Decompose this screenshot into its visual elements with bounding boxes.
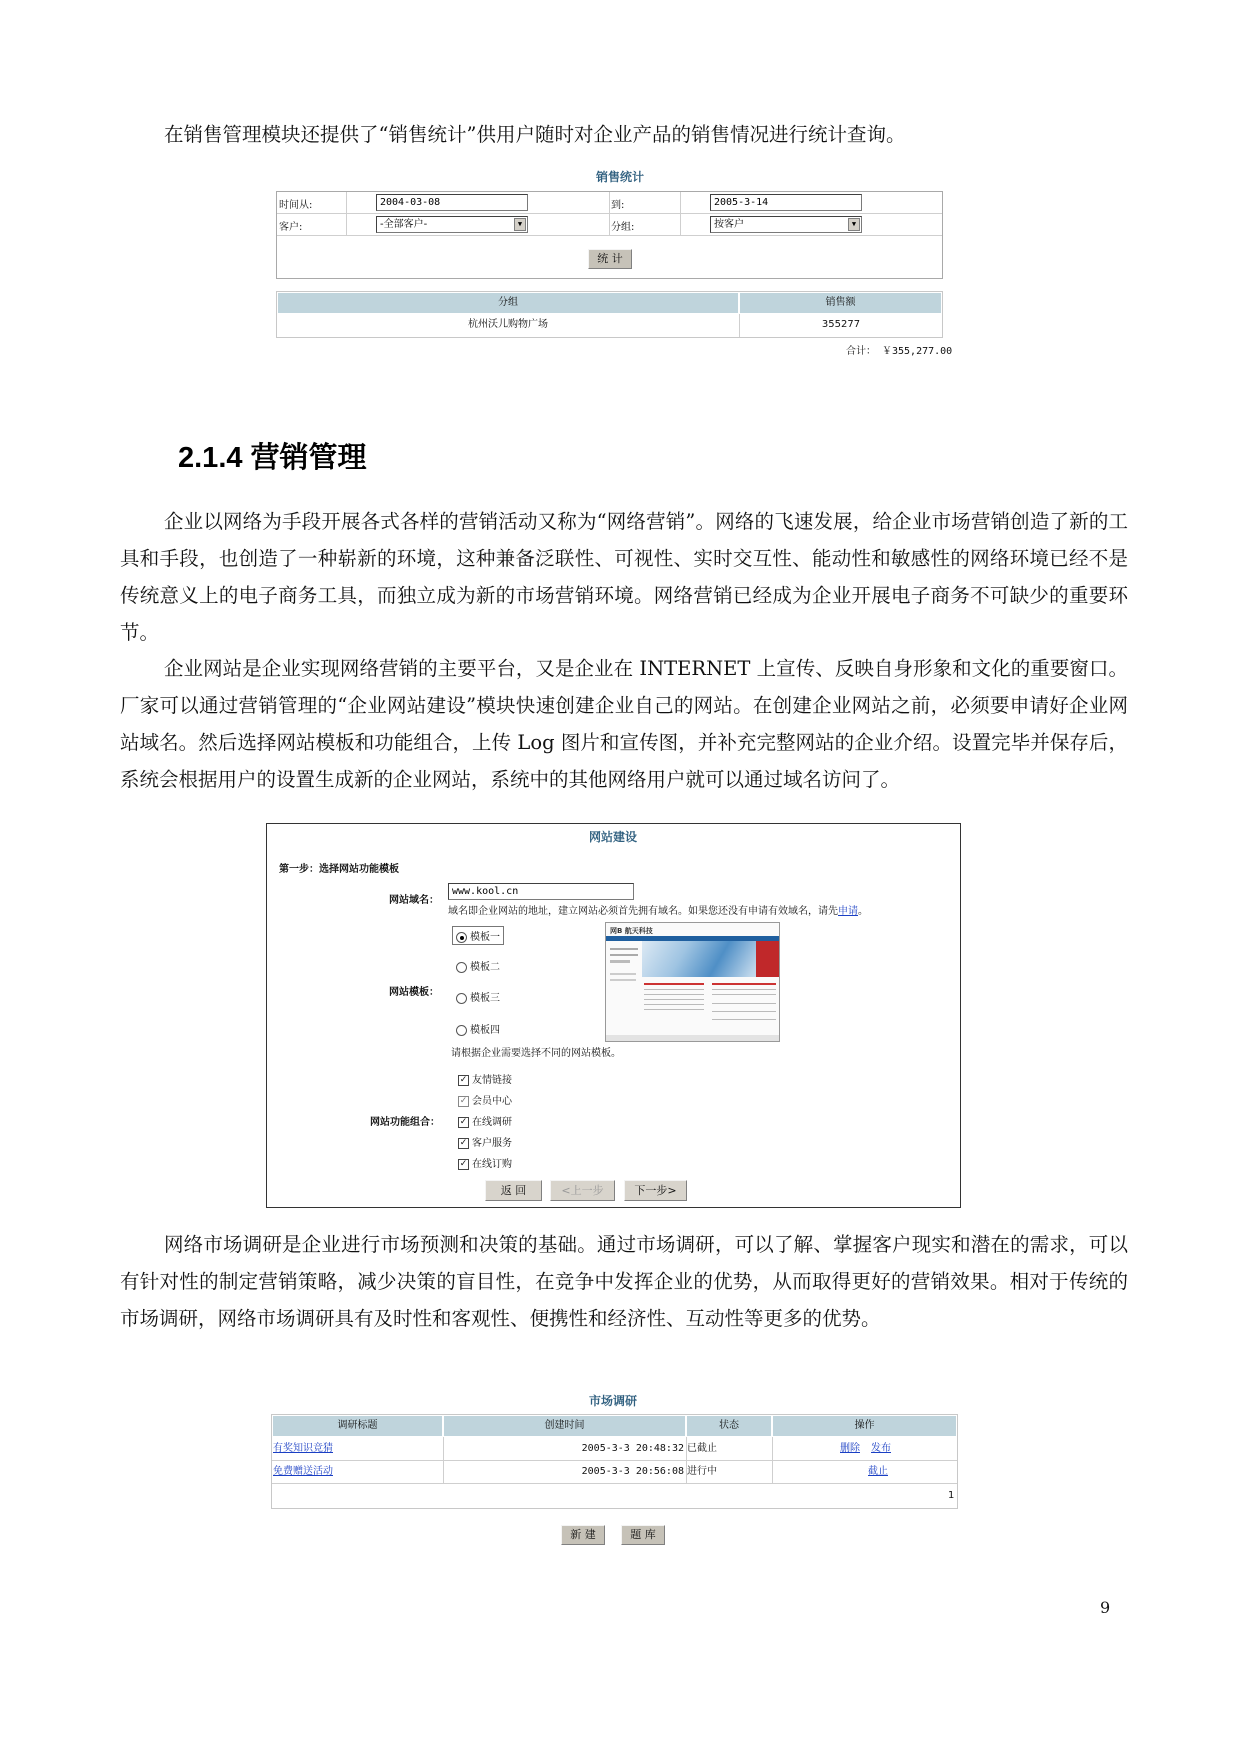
template-option-1-label: 模板一 — [470, 932, 500, 943]
feature-online-order-label: 在线订购 — [472, 1159, 512, 1170]
survey-row-2-time: 2005-3-3 20:56:08 — [581, 1466, 684, 1477]
template-label: 网站模板： — [389, 987, 439, 998]
domain-hint-end: 。 — [858, 906, 868, 917]
sales-total-value: ￥355,277.00 — [882, 346, 953, 357]
template-option-2[interactable] — [456, 958, 500, 973]
template-hint: 请根据企业需要选择不同的网站模板。 — [451, 1048, 621, 1059]
domain-label: 网站域名： — [389, 895, 439, 906]
feature-friend-links-label: 友情链接 — [472, 1075, 512, 1086]
survey-row-2-title[interactable]: 免费赠送活动 — [273, 1466, 333, 1477]
section-heading: 2.1.4 营销管理 — [178, 442, 367, 474]
group-select-value: 按客户 — [714, 219, 744, 230]
template-option-1[interactable] — [452, 926, 504, 945]
intro-paragraph: 在销售管理模块还提供了“销售统计”供用户随时对企业产品的销售情况进行统计查询。 — [164, 123, 906, 146]
chevron-down-icon: ▼ — [514, 218, 526, 231]
template-option-4[interactable] — [456, 1021, 500, 1036]
checkbox-checked-icon: ✓ — [459, 1137, 468, 1148]
feature-member-center[interactable] — [458, 1092, 512, 1107]
customer-label: 客户: — [279, 222, 303, 233]
survey-row-2-close-link[interactable]: 截止 — [868, 1466, 888, 1477]
next-step-button[interactable]: 下一步> — [624, 1180, 687, 1201]
statistics-button[interactable]: 统 计 — [588, 249, 632, 269]
template-preview-image — [605, 922, 780, 1042]
sales-total-label: 合计： — [846, 346, 876, 357]
paragraph-market-research: 网络市场调研是企业进行市场预测和决策的基础。通过市场调研，可以了解、掌握客户现实和潜在的需求，可以有针对性的制定营销策略，减少决策的盲目性，在竞争中发挥企业的优势，从而取得更好的营销效果。相对于传统的市场调研，网络市场调研具有及时性和客观性、便携性和经济性、互动性等更多的优势。 — [120, 1233, 1128, 1330]
checkbox-checked-icon: ✓ — [459, 1116, 468, 1127]
template-option-2-label: 模板二 — [470, 962, 500, 973]
checkbox-checked-icon: ✓ — [459, 1074, 468, 1085]
apply-domain-link[interactable]: 申请 — [838, 906, 858, 917]
time-to-input[interactable]: 2005-3-14 — [710, 194, 862, 211]
feature-label: 网站功能组合： — [370, 1117, 440, 1128]
domain-input[interactable]: www.kool.cn — [448, 883, 634, 900]
sales-table-header-group: 分组 — [277, 292, 739, 314]
survey-page-number[interactable]: 1 — [948, 1490, 955, 1501]
step-title: 第一步：选择网站功能模板 — [279, 864, 399, 875]
new-survey-button[interactable]: 新 建 — [561, 1525, 605, 1545]
survey-row-1-delete-link[interactable]: 删除 — [840, 1443, 860, 1454]
survey-title: 市场调研 — [588, 1394, 637, 1408]
survey-row-1-publish-link[interactable]: 发布 — [871, 1443, 891, 1454]
website-builder-title: 网站建设 — [588, 830, 637, 844]
survey-row-2-status: 进行中 — [687, 1466, 717, 1477]
group-label: 分组: — [611, 222, 635, 233]
checkbox-checked-icon: ✓ — [459, 1095, 468, 1106]
survey-header-time: 创建时间 — [443, 1415, 686, 1437]
survey-header-title: 调研标题 — [272, 1415, 443, 1437]
group-select[interactable] — [710, 216, 862, 233]
feature-online-survey[interactable] — [458, 1113, 512, 1128]
domain-hint — [448, 902, 868, 917]
checkbox-checked-icon: ✓ — [459, 1158, 468, 1169]
chevron-down-icon: ▼ — [848, 218, 860, 231]
sales-stats-title: 销售统计 — [595, 170, 644, 184]
time-from-input[interactable]: 2004-03-08 — [376, 194, 528, 211]
previous-step-button[interactable]: <上一步 — [550, 1180, 615, 1201]
time-from-label: 时间从: — [279, 200, 313, 211]
customer-select-value: -全部客户- — [380, 219, 428, 230]
feature-customer-service-label: 客户服务 — [472, 1138, 512, 1149]
feature-online-survey-label: 在线调研 — [472, 1117, 512, 1128]
template-option-4-label: 模板四 — [470, 1025, 500, 1036]
question-bank-button[interactable]: 题 库 — [621, 1525, 665, 1545]
customer-select[interactable] — [376, 216, 528, 233]
preview-brand: 网B 航天科技 — [610, 927, 653, 935]
survey-header-status: 状态 — [686, 1415, 772, 1437]
survey-row-1-time: 2005-3-3 20:48:32 — [581, 1443, 684, 1454]
feature-member-center-label: 会员中心 — [472, 1096, 512, 1107]
back-button[interactable]: 返 回 — [485, 1180, 542, 1201]
sales-row-amount: 355277 — [821, 319, 861, 330]
radio-icon — [456, 993, 467, 1004]
survey-header-ops: 操作 — [772, 1415, 957, 1437]
page-number: 9 — [1100, 1598, 1111, 1617]
domain-hint-text: 域名即企业网站的地址，建立网站必须首先拥有域名。如果您还没有申请有效域名，请先 — [448, 906, 838, 917]
sales-row-group: 杭州沃儿购物广场 — [468, 319, 548, 330]
template-option-3-label: 模板三 — [470, 993, 500, 1004]
feature-friend-links[interactable] — [458, 1071, 512, 1086]
template-option-3[interactable] — [456, 989, 500, 1004]
feature-online-order[interactable] — [458, 1155, 512, 1170]
survey-row-1-title[interactable]: 有奖知识竞猜 — [273, 1443, 333, 1454]
radio-icon — [456, 1025, 467, 1036]
sales-table-header-amount: 销售额 — [739, 292, 942, 314]
radio-icon — [456, 962, 467, 973]
feature-customer-service[interactable] — [458, 1134, 512, 1149]
paragraph-enterprise-website: 企业网站是企业实现网络营销的主要平台，又是企业在 INTERNET 上宣传、反映自身形象和文化的重要窗口。厂家可以通过营销管理的“企业网站建设”模块快速创建企业自己的网站。在创建企业网站之前，必须要申请好企业网站域名。然后选择网站模板和功能组合，上传 Log 图片和宣传图，并补充完整网站的企业介绍。设置完毕并保存后，系统会根据用户的设置生成新的企业网站，系统中的其他网络用户就可以通过域名访问了。 — [120, 657, 1128, 791]
radio-selected-icon — [456, 932, 467, 943]
paragraph-network-marketing: 企业以网络为手段开展各式各样的营销活动又称为“网络营销”。网络的飞速发展，给企业市场营销创造了新的工具和手段，也创造了一种崭新的环境，这种兼备泛联性、可视性、实时交互性、能动性和敏感性的网络环境已经不是传统意义上的电子商务工具，而独立成为新的市场营销环境。网络营销已经成为企业开展电子商务不可缺少的重要环节。 — [120, 510, 1128, 644]
survey-row-1-status: 已截止 — [687, 1443, 717, 1454]
to-label: 到: — [611, 200, 625, 211]
